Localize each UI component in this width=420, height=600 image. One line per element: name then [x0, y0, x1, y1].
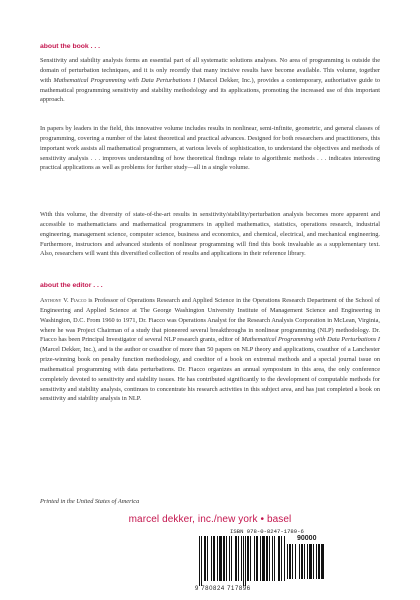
isbn-label: ISBN 978-0-8247-1789-6 [230, 528, 304, 535]
barcode-bar [204, 536, 206, 581]
barcode-bar [235, 536, 237, 581]
barcode-bar [284, 536, 285, 581]
barcode-bar [307, 544, 308, 579]
barcode-bar [287, 544, 288, 579]
barcode-bar [313, 544, 314, 579]
barcode-block [195, 528, 345, 594]
barcode-bar [269, 536, 270, 581]
barcode-bar [217, 536, 218, 581]
barcode-bar [256, 536, 258, 581]
barcode-bar [316, 544, 317, 579]
barcode-bar [304, 544, 305, 579]
barcode-bar [262, 536, 265, 581]
barcode-bar [272, 536, 273, 581]
barcode-bar [278, 536, 280, 581]
book-title-reference: Mathematical Programming with Data Perturbations I [53, 76, 196, 84]
barcode-bar [292, 544, 293, 579]
barcode-bar [299, 544, 300, 579]
barcode-bar [260, 536, 261, 581]
publisher-imprint: marcel dekker, inc./new york • basel [128, 514, 292, 525]
barcode-bar [231, 536, 232, 581]
barcode-bar [226, 536, 227, 581]
book-title-reference: Mathematical Programming with Data Perturbations I [241, 336, 380, 344]
barcode-bar [219, 536, 222, 581]
about-editor-heading: about the editor . . . [40, 282, 103, 289]
barcode-bar [295, 544, 296, 579]
barcode-bar [199, 536, 200, 586]
barcode-bar [211, 536, 212, 581]
barcode-bar [321, 544, 324, 579]
barcode-bar [207, 536, 208, 581]
barcode-bar [309, 544, 312, 579]
barcode-bar [245, 536, 246, 586]
printed-in-note: Printed in the United States of America [40, 498, 140, 505]
barcode-bar [274, 536, 275, 581]
about-book-paragraph-1: Sensitivity and stability analysis forms an essential part of all systematic solutions analyses. No area of programming is outside the domain of perturbation techniques, and it is only recently that many incisive results have become available. This volume, together with Mathematical Programming with Data Perturbations I (Marcel Dekker, Inc.), provides a contemporary, authoritative guide to mathematical programming sensitivity and stability methodology and its applications, promoting the increased use of this important approach. [40, 57, 380, 104]
ean-barcode [199, 536, 285, 586]
barcode-bar [213, 536, 215, 581]
about-editor-paragraph: Anthony V. Fiacco is Professor of Operations Research and Applied Science in the Operations Research Department of the School of Engineering and Applied Science at The George Washington University Institute of Management Science and Engineering in Washington, D.C. From 1960 to 1971, Dr. Fiacco was Operations Analyst for the Research Analysis Corporation in McLean, Virginia, where he was Project Chairman of a study that pioneered several breakthroughs in nonlinear programming (NLP) methodology. Dr. Fiacco has been Principal Investigator of several NLP research grants, editor of Mathematical Programming with Data Perturbations I (Marcel Dekker, Inc.), and is the author or coauthor of more than 50 papers on NLP theory and applications, coauthor of a Lanchester prize-winning book on penalty function methodology, and coeditor of a book on extremal methods and a special journal issue on mathematical programming with data perturbations. Dr. Fiacco organizes an annual symposium in this area, the only conference completely devoted to sensitivity and stability issues. He has contributed significantly to the development of computable methods for sensitivity and stability analysis, continues to concentrate his research activities in this subject area, and has just completed a book on sensitivity and stability analysis in NLP. [40, 297, 380, 403]
barcode-bar [289, 544, 291, 579]
about-book-paragraph-3: With this volume, the diversity of state-of-the-art results in sensitivity/stability/perturbation analysis becomes more apparent and accessible to mathematicians and mathematical programmers in applied mathematics, statistics, operations research, industrial engineering, management science, computer science, business and economics, and chemical, electrical, and mechanical engineering. Furthermore, instructors and advanced students of nonlinear programming will find this book invaluable as a supplementary text. Also, researchers will want this diversified collection of results and applications in their reference library. [40, 211, 380, 258]
barcode-bar [229, 536, 230, 581]
about-book-heading: about the book . . . [40, 43, 101, 50]
barcode-bar [301, 544, 303, 579]
barcode-bar [318, 544, 320, 579]
addon-price-code: 90000 [297, 535, 317, 542]
price-addon-barcode [287, 544, 335, 588]
barcode-number: 9 780824 717896 [195, 586, 251, 592]
barcode-bar [201, 536, 202, 586]
barcode-bar [243, 536, 244, 586]
barcode-bar [238, 536, 239, 581]
barcode-bar [250, 536, 251, 581]
about-book-paragraph-2: In papers by leaders in the field, this innovative volume includes results in nonlinear, semi-infinite, geometric, and general classes of programming, covering a number of the latest theoretical and practical advances. Designed for both researchers and practitioners, this important work assists all mathematical programmers, at various levels of sophistication, to understand the objectives and methods of sensitivity analysis . . . improves understanding of how theoretical findings relate to algorithmic methods . . . indicates interesting practical applications as well as problems for further study—all in a single volume. [40, 125, 380, 172]
barcode-bar [247, 536, 249, 581]
barcode-bar [266, 536, 268, 581]
barcode-bar [281, 536, 282, 581]
barcode-bar [254, 536, 255, 581]
barcode-bar [223, 536, 225, 581]
barcode-bar [241, 536, 242, 581]
author-name: Anthony V. Fiacco [40, 297, 87, 304]
